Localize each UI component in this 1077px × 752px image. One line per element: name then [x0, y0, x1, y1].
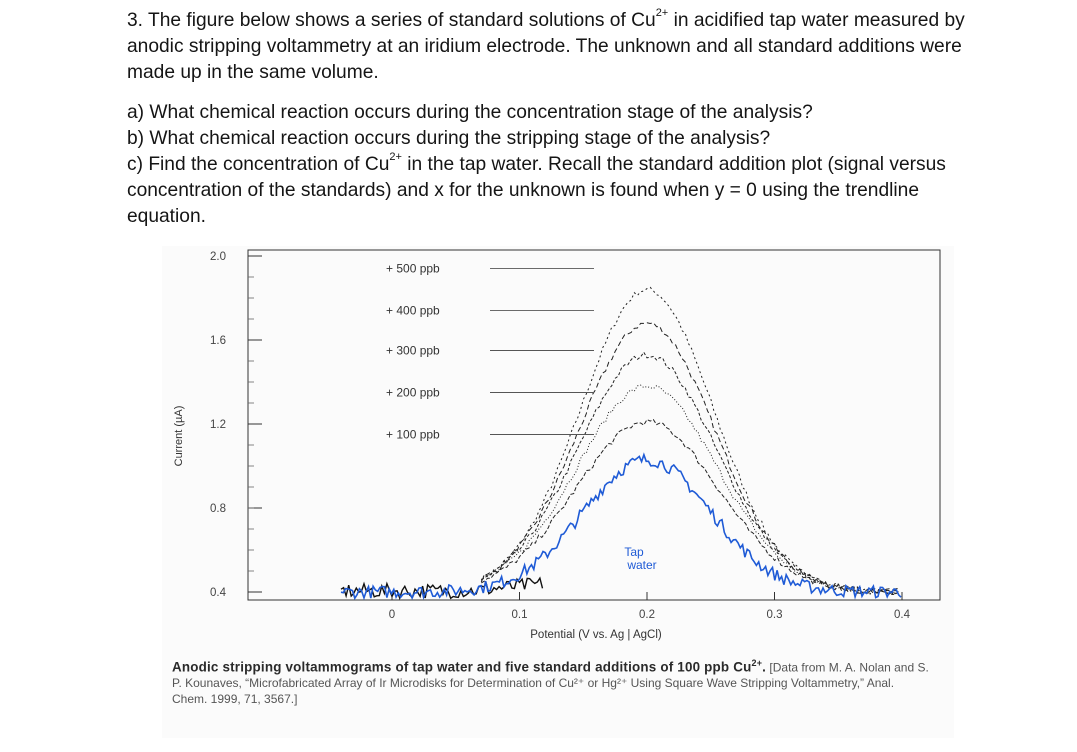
- part-a-label: a): [127, 102, 145, 123]
- question-intro: [127, 8, 967, 86]
- part-b-text: What chemical reaction occurs during the stripping stage of the analysis?: [144, 128, 771, 149]
- question-part-c: [127, 152, 967, 230]
- question-number: 3.: [127, 10, 144, 31]
- question-block: [127, 8, 967, 230]
- part-c-text: Find the concentration of Cu: [142, 154, 390, 175]
- part-a-text: What chemical reaction occurs during the concentration stage of the analysis?: [144, 102, 813, 123]
- standard-series-line: [481, 352, 899, 594]
- series-label: + 300 ppb: [386, 343, 440, 358]
- x-tick-label: 0.2: [639, 609, 655, 621]
- caption-superscript: 2+: [751, 658, 763, 668]
- intro-superscript: 2+: [655, 7, 669, 19]
- plot-frame: [248, 250, 940, 600]
- series-label: + 200 ppb: [386, 385, 440, 400]
- x-tick-label: 0.4: [894, 609, 910, 621]
- y-axis-label: Current (µA): [173, 405, 185, 467]
- y-tick-label: 0.4: [210, 587, 226, 599]
- caption-lead-end: .: [762, 659, 767, 675]
- series-label: + 100 ppb: [386, 427, 440, 442]
- y-tick-label: 2.0: [210, 251, 226, 263]
- caption-lead: Anodic stripping voltammograms of tap water and five standard additions of 100 ppb Cu: [172, 659, 752, 675]
- y-tick-label: 1.2: [210, 419, 226, 431]
- part-c-label: c): [127, 154, 143, 175]
- tap-water-annotation-line2: water: [627, 558, 657, 572]
- intro-text: The figure below shows a series of standard solutions of Cu: [148, 10, 656, 31]
- series-label: + 500 ppb: [386, 261, 440, 276]
- x-tick-label: 0.1: [511, 609, 528, 621]
- series-label: + 400 ppb: [386, 303, 440, 318]
- x-tick-label: 0.3: [766, 609, 783, 621]
- x-tick-label: 0: [388, 609, 396, 621]
- intro-text-end: in acidified tap water measured by anodic stripping voltammetry at an iridium electrode. The unknown and all standard additions were made up in the same volume.: [127, 10, 965, 83]
- part-b-label: b): [127, 128, 145, 149]
- y-tick-label: 1.6: [210, 335, 226, 347]
- figure-caption: [172, 655, 932, 707]
- question-part-a: [127, 100, 967, 126]
- part-c-superscript: 2+: [389, 151, 402, 163]
- standard-series-line: [481, 287, 899, 594]
- y-tick-label: 0.8: [210, 503, 226, 515]
- tap-water-series-line: [341, 455, 901, 599]
- tap-water-annotation: Tap: [624, 545, 644, 559]
- part-c-text-end: in the tap water. Recall the standard addition plot (signal versus concentration of the standards) and x for the unknown is found when y = 0 using the trendline equation.: [127, 154, 946, 227]
- x-axis-label: Potential (V vs. Ag | AgCl): [530, 629, 662, 641]
- question-part-b: [127, 126, 967, 152]
- caption-citation: [Data from M. A. Nolan and S. P. Kounaves, “Microfabricated Array of Ir Microdisks for Determination of Cu²⁺ or Hg²⁺ Using Square Wave Stripping Voltammetry,” Anal. Chem. 1999, 71, 3567.]: [172, 660, 929, 707]
